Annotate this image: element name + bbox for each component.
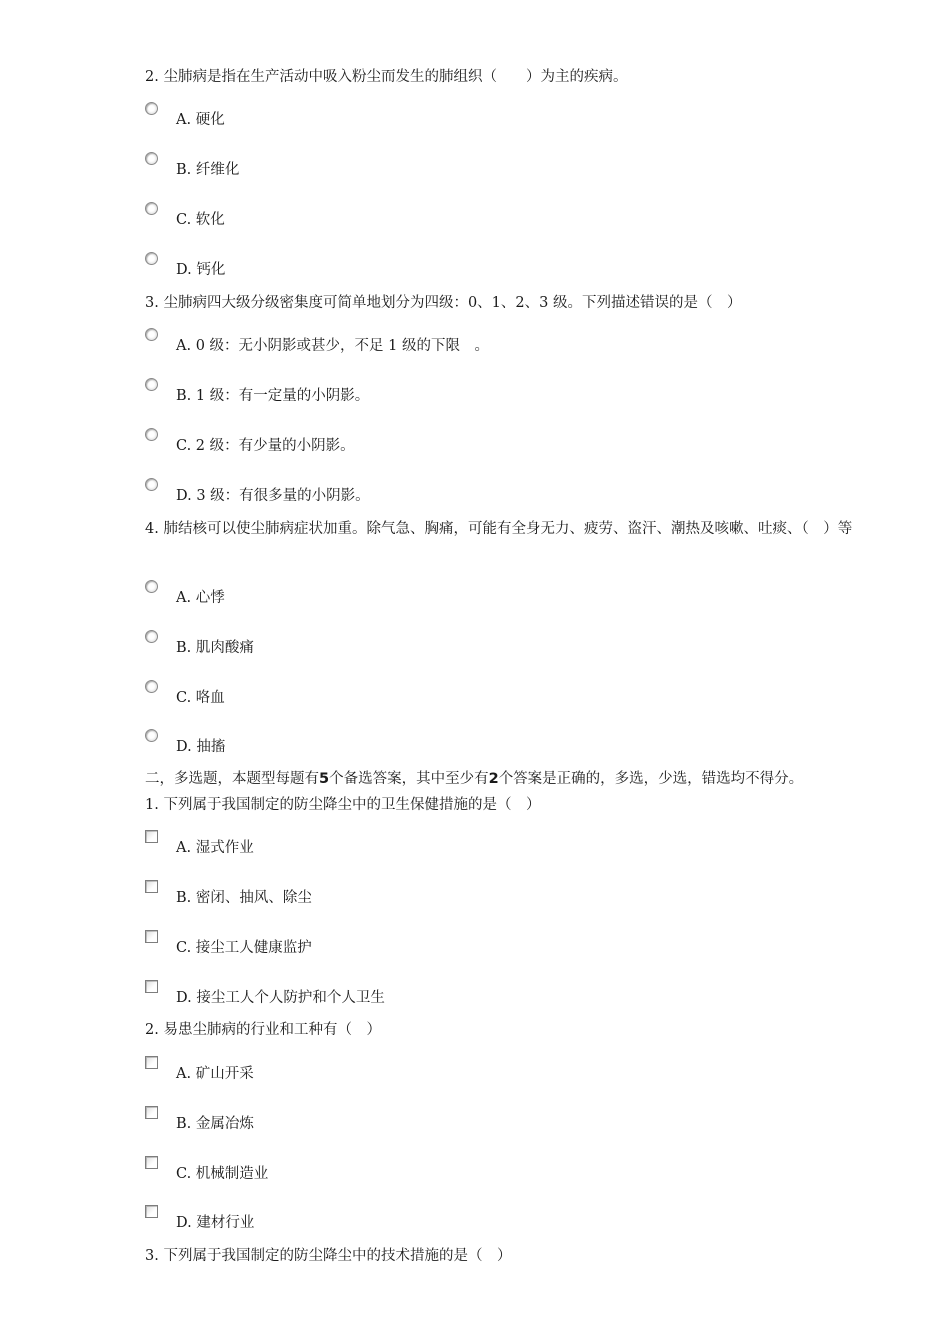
question-m3-text: 3. 下列属于我国制定的防尘降尘中的技术措施的是（ ）: [145, 1248, 512, 1264]
option-m1-a-checkbox[interactable]: [145, 830, 158, 843]
option-m2-a-checkbox[interactable]: [145, 1056, 158, 1069]
section-heading-part1: 二，多选题，本题型每题有: [145, 771, 319, 787]
option-m2-b-checkbox[interactable]: [145, 1106, 158, 1119]
option-m2-b-label: B. 金属冶炼: [176, 1116, 254, 1132]
question-s2-text: 2. 尘肺病是指在生产活动中吸入粉尘而发生的肺组织（ ）为主的疾病。: [145, 69, 628, 85]
section-heading-part3: 个答案是正确的，多选，少选，错选均不得分。: [498, 771, 804, 787]
option-m1-c-label: C. 接尘工人健康监护: [176, 940, 312, 956]
option-s4-b-label: B. 肌肉酸痛: [176, 640, 254, 656]
option-s2-c-label: C. 软化: [176, 212, 225, 228]
section-heading-num2: 2: [488, 771, 499, 787]
option-m1-b-label: B. 密闭、抽风、除尘: [176, 890, 312, 906]
option-s3-b-label: B. 1 级：有一定量的小阴影。: [176, 388, 370, 404]
question-m2-text: 2. 易患尘肺病的行业和工种有（ ）: [145, 1022, 381, 1038]
option-s4-a-radio[interactable]: [145, 580, 158, 593]
option-s3-a-label: A. 0 级：无小阴影或甚少，不足 1 级的下限 。: [176, 338, 489, 354]
option-m2-c-label: C. 机械制造业: [176, 1166, 269, 1182]
option-s3-c-label: C. 2 级：有少量的小阴影。: [176, 438, 355, 454]
option-m2-a-label: A. 矿山开采: [176, 1066, 254, 1082]
option-s3-b-radio[interactable]: [145, 378, 158, 391]
option-s2-b-label: B. 纤维化: [176, 162, 240, 178]
option-s4-c-label: C. 咯血: [176, 690, 225, 706]
option-s4-a-label: A. 心悸: [176, 590, 225, 606]
option-m1-d-label: D. 接尘工人个人防护和个人卫生: [176, 990, 385, 1006]
section-heading-num1: 5: [319, 771, 330, 787]
option-s2-a-radio[interactable]: [145, 102, 158, 115]
option-m2-c-checkbox[interactable]: [145, 1156, 158, 1169]
option-s3-c-radio[interactable]: [145, 428, 158, 441]
option-s2-b-radio[interactable]: [145, 152, 158, 165]
section-multiple-choice-heading: [145, 765, 803, 793]
option-s2-a-label: A. 硬化: [176, 112, 225, 128]
option-s4-c-radio[interactable]: [145, 680, 158, 693]
option-m2-d-label: D. 建材行业: [176, 1215, 255, 1231]
option-s3-a-radio[interactable]: [145, 328, 158, 341]
option-s4-b-radio[interactable]: [145, 630, 158, 643]
option-m1-d-checkbox[interactable]: [145, 980, 158, 993]
question-s4-text: 4. 肺结核可以使尘肺病症状加重。除气急、胸痛，可能有全身无力、疲劳、盗汗、潮热及咳嗽、吐痰、（ ）等: [145, 521, 853, 537]
question-m1-text: 1. 下列属于我国制定的防尘降尘中的卫生保健措施的是（ ）: [145, 797, 541, 813]
option-m2-d-checkbox[interactable]: [145, 1205, 158, 1218]
option-s2-d-label: D. 钙化: [176, 262, 226, 278]
section-heading-part2: 个备选答案，其中至少有: [329, 771, 489, 787]
option-s4-d-label: D. 抽搐: [176, 739, 226, 755]
option-s3-d-label: D. 3 级：有很多量的小阴影。: [176, 488, 370, 504]
option-m1-c-checkbox[interactable]: [145, 930, 158, 943]
option-m1-a-label: A. 湿式作业: [176, 840, 254, 856]
option-s2-c-radio[interactable]: [145, 202, 158, 215]
question-s3-text: 3. 尘肺病四大级分级密集度可简单地划分为四级：0、1、2、3 级。下列描述错误的是（ ）: [145, 295, 742, 311]
option-s3-d-radio[interactable]: [145, 478, 158, 491]
option-s4-d-radio[interactable]: [145, 729, 158, 742]
option-s2-d-radio[interactable]: [145, 252, 158, 265]
option-m1-b-checkbox[interactable]: [145, 880, 158, 893]
